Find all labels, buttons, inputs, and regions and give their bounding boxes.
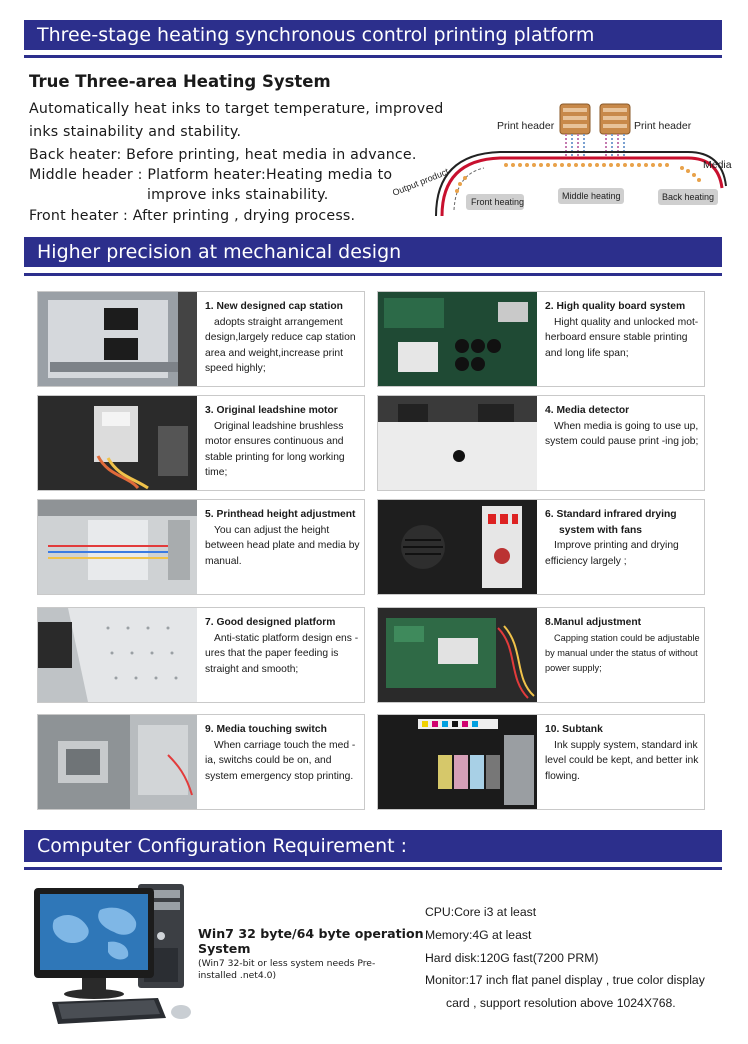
os-title: Win7 32 byte/64 byte operation System: [198, 926, 424, 956]
feature-desc: When media is going to use up, system could pause print -ing job;: [545, 420, 699, 447]
heating-title: True Three-area Heating System: [29, 72, 331, 91]
label-back-heating: Back heating: [662, 192, 715, 202]
feature-desc: Ink supply system, standard ink level could be kept, and better ink flowing.: [545, 739, 699, 782]
heating-line: improve inks stainability.: [147, 187, 329, 203]
heating-line: Automatically heat inks to target temperature, improved: [29, 101, 444, 117]
feature-title: 7. Good designed platform: [205, 617, 336, 628]
feature-card: [37, 499, 365, 595]
feature-desc: Capping station could be adjustable by manual under the status of without power supply;: [545, 632, 700, 673]
feature-card: [377, 395, 705, 491]
subtank-photo: [378, 715, 537, 809]
feature-title: 4. Media detector: [545, 405, 630, 416]
computer-icon: [30, 880, 195, 1028]
feature-card: [37, 291, 365, 387]
label-front-heating: Front heating: [471, 197, 525, 207]
banner-title: Higher precision at mechanical design: [37, 241, 402, 263]
heating-line: inks stainability and stability.: [29, 124, 242, 140]
spec-line: Memory:4G at least: [425, 928, 532, 942]
feature-text: [205, 299, 365, 377]
feature-text: [205, 507, 365, 569]
feature-desc: Original leadshine brushless motor ensures continuous and stable printing for long working time;: [205, 420, 345, 478]
print-head-left-icon: [560, 104, 590, 156]
heating-line: Front heater : After printing , drying process.: [29, 208, 356, 224]
section-banner-mechanical: [24, 237, 722, 267]
feature-card: [377, 499, 705, 595]
feature-title: 10. Subtank: [545, 724, 603, 735]
leadshine-motor-photo: [38, 396, 197, 490]
feature-title: 8.Manul adjustment: [545, 617, 642, 628]
feature-card: [37, 607, 365, 703]
banner-title: Three-stage heating synchronous control printing platform: [37, 24, 595, 46]
feature-card: [37, 714, 365, 810]
feature-card: [377, 291, 705, 387]
label-media: Media: [703, 159, 732, 171]
section-banner-heating: [24, 20, 722, 50]
label-print-header-right: Print header: [634, 120, 692, 132]
board-system-photo: [378, 292, 537, 386]
feature-title-cont: system with fans: [559, 524, 642, 536]
banner-title: Computer Configuration Requirement :: [37, 835, 408, 857]
banner-rule: [24, 273, 722, 276]
feature-text: [545, 722, 705, 784]
os-note: (Win7 32-bit or less system needs Pre-installed .net4.0): [198, 958, 376, 981]
spec-line: card , support resolution above 1024X768.: [446, 996, 676, 1010]
infrared-drying-photo: [378, 500, 537, 594]
heating-diagram: [391, 98, 732, 220]
feature-card: [377, 714, 705, 810]
feature-desc: You can adjust the height between head plate and media by manual.: [205, 524, 360, 567]
feature-title: 5. Printhead height adjustment: [205, 509, 356, 520]
feature-desc: Anti-static platform design ens -ures that the paper feeding is straight and smooth;: [205, 632, 359, 675]
feature-desc: adopts straight arrangement design,largely reduce cap station area and weight,increase print speed highly;: [205, 316, 356, 374]
feature-title: 2. High quality board system: [545, 301, 686, 312]
print-head-right-icon: [600, 104, 630, 156]
feature-card: [377, 607, 705, 703]
spec-line: CPU:Core i3 at least: [425, 905, 537, 919]
feature-title: 1. New designed cap station: [205, 301, 343, 312]
feature-desc: When carriage touch the med -ia, switchs could be on, and system emergency stop printing.: [205, 739, 356, 782]
banner-rule: [24, 867, 722, 870]
cap-station-photo: [38, 292, 197, 386]
feature-text: [545, 507, 705, 569]
spec-line: Monitor:17 inch flat panel display , true color display: [425, 973, 705, 987]
feature-text: [205, 722, 365, 784]
spec-line: Hard disk:120G fast(7200 PRM): [425, 951, 599, 965]
label-print-header-left: Print header: [497, 120, 555, 132]
heating-line: Middle header : Platform heater:Heating media to: [29, 167, 393, 183]
label-middle-heating: Middle heating: [562, 191, 621, 201]
media-detector-photo: [378, 396, 537, 490]
feature-text: [205, 615, 365, 677]
heating-line: Back heater: Before printing, heat media in advance.: [29, 147, 417, 163]
feature-desc: Hight quality and unlocked mot-herboard ensure stable printing and long life span;: [545, 316, 699, 359]
feature-title: 6. Standard infrared drying: [545, 509, 677, 520]
feature-text: [545, 299, 705, 361]
feature-card: [37, 395, 365, 491]
feature-title: 3. Original leadshine motor: [205, 405, 338, 416]
section-banner-computer: [24, 830, 722, 862]
feature-text: [205, 403, 365, 481]
feature-desc: Improve printing and drying efficiency largely ;: [545, 540, 679, 567]
feature-text: [545, 615, 705, 676]
banner-rule: [24, 55, 722, 58]
manual-adjustment-photo: [378, 608, 537, 702]
platform-photo: [38, 608, 197, 702]
media-switch-photo: [38, 715, 197, 809]
feature-text: [545, 403, 705, 450]
label-output-product: Output product: [391, 166, 450, 198]
printhead-adjustment-photo: [38, 500, 197, 594]
feature-title: 9. Media touching switch: [205, 724, 327, 735]
